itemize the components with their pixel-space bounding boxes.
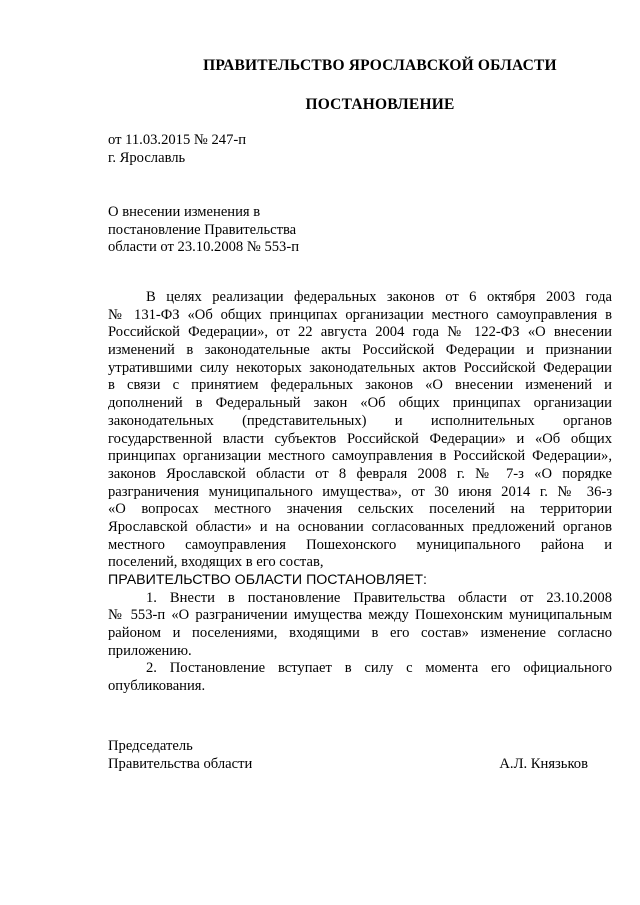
preamble-line: № 131-ФЗ «Об общих принципах организации местного самоуправления в xyxy=(108,306,612,323)
preamble-line: в связи с принятием федеральных законов «О внесении изменений и xyxy=(108,377,612,394)
document-body xyxy=(108,289,612,696)
preamble-line: дополнений в Федеральный закон «Об общих принципах организации xyxy=(108,395,612,412)
subject-line: области от 23.10.2008 № 553-п xyxy=(108,239,300,256)
preamble-line: утратившими силу некоторых законодательных актов Российской Федерации xyxy=(108,359,612,376)
clause-1 xyxy=(108,590,612,661)
signature-block xyxy=(108,738,588,774)
preamble-line: «О вопросах местного значения сельских поселений на территории xyxy=(108,501,612,518)
signatory-title xyxy=(108,756,588,774)
preamble-line: законодательных (представительных) и исполнительных органов xyxy=(108,412,612,429)
clause-line: опубликования. xyxy=(108,678,206,695)
preamble-line: разграничения муниципального имущества», от 30 июня 2014 г. № 36-з xyxy=(108,483,612,500)
signatory-organization: Правительства области xyxy=(108,756,253,772)
clause-line: районом и поселениями, входящими в его состав» изменение согласно xyxy=(108,625,612,642)
clause-line: № 553-п «О разграничении имущества между Пошехонским муниципальным xyxy=(108,607,612,624)
preamble-paragraph xyxy=(108,289,612,572)
decree-statement: ПРАВИТЕЛЬСТВО ОБЛАСТИ ПОСТАНОВЛЯЕТ: xyxy=(108,572,427,588)
issue-city: г. Ярославль xyxy=(108,149,186,166)
clause-line: приложению. xyxy=(108,642,192,659)
document-meta xyxy=(108,132,246,167)
clause-line: 2. Постановление вступает в силу с момента его официального xyxy=(146,660,612,677)
signatory-title xyxy=(108,738,588,756)
preamble-line: Ярославской области» и на основании согласованных предложений органов xyxy=(108,518,612,535)
clause-line: 1. Внести в постановление Правительства области от 23.10.2008 xyxy=(146,589,612,606)
document-subject xyxy=(108,204,299,257)
preamble-line: изменений в законодательные акты Российской Федерации и признании xyxy=(108,342,612,359)
date-and-number: от 11.03.2015 № 247-п xyxy=(108,132,247,148)
issuing-authority: ПРАВИТЕЛЬСТВО ЯРОСЛАВСКОЙ ОБЛАСТИ xyxy=(203,57,557,74)
preamble-line: принципах организации местного самоуправления в Российской Федерации», xyxy=(108,448,612,465)
signatory-position: Председатель xyxy=(108,738,193,754)
document-type-title: ПОСТАНОВЛЕНИЕ xyxy=(305,96,455,113)
clause-2 xyxy=(108,660,612,695)
preamble-line: поселений, входящих в его состав, xyxy=(108,554,324,571)
preamble-line: В целях реализации федеральных законов от 6 октября 2003 года xyxy=(146,289,612,305)
preamble-line: Российской Федерации», от 22 августа 2004 года № 122-ФЗ «О внесении xyxy=(108,324,612,341)
subject-line: постановление Правительства xyxy=(108,221,297,238)
subject-line: О внесении изменения в xyxy=(108,204,261,220)
preamble-line: местного самоуправления Пошехонского муниципального района и xyxy=(108,536,612,553)
preamble-line: государственной власти субъектов Российской Федерации» и «Об общих xyxy=(108,430,612,447)
preamble-line: законов Ярославской области от 8 февраля 2008 г. № 7-з «О порядке xyxy=(108,465,612,482)
signatory-name: А.Л. Князьков xyxy=(499,756,588,772)
